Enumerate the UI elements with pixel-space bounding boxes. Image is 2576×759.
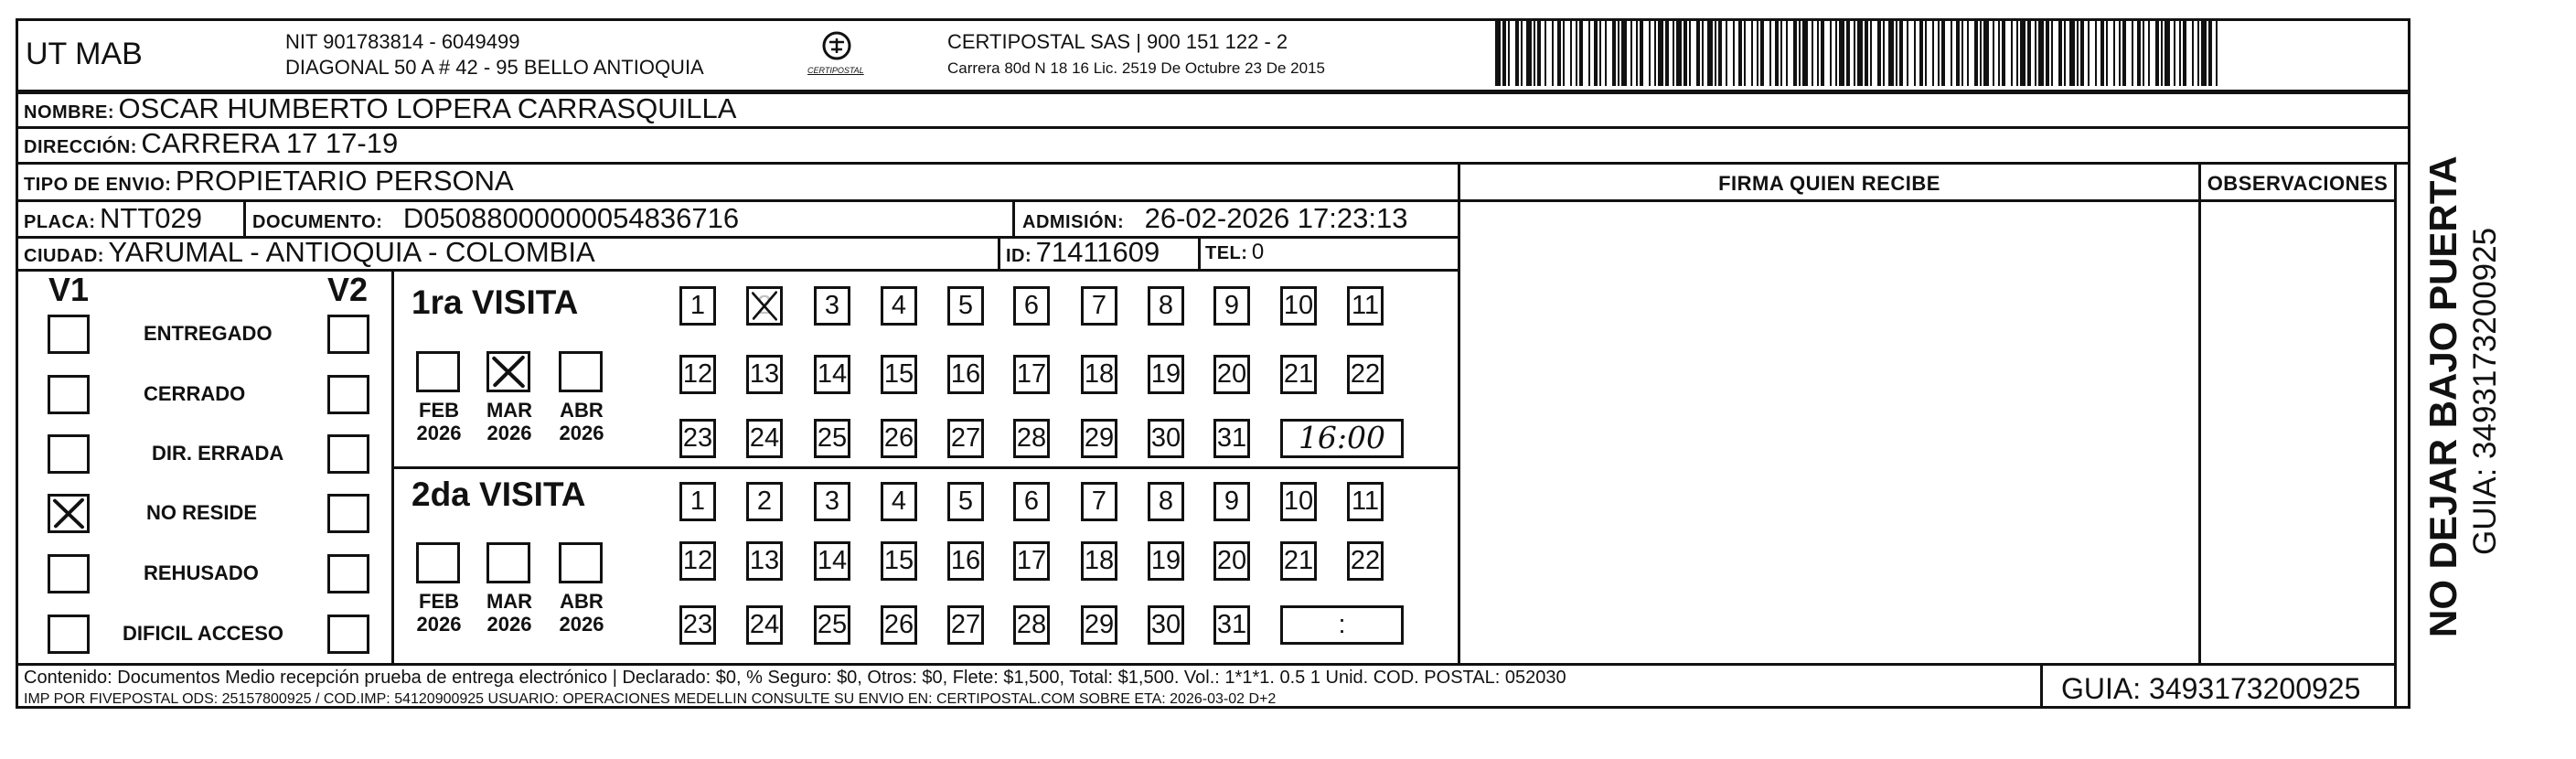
day-number: 2 [756,486,773,516]
day-box[interactable] [679,605,716,645]
day-box[interactable] [1013,355,1050,394]
observations-area[interactable] [2201,202,2394,663]
day-box[interactable] [679,419,716,458]
day-number: 12 [682,546,713,575]
day-box[interactable] [814,605,850,645]
day-number: 12 [682,359,713,389]
day-number: 19 [1150,359,1181,389]
day-box[interactable] [947,419,984,458]
day-number: 4 [891,486,907,516]
type-value: PROPIETARIO PERSONA [175,165,514,197]
day-number: 2 [756,291,773,320]
month-name: FEB [419,590,459,613]
day-box[interactable] [881,482,917,521]
day-box[interactable] [947,482,984,521]
side-guide-number: GUIA: 3493173200925 [2467,227,2503,555]
v2-checkbox[interactable] [327,554,369,593]
day-box[interactable] [746,419,783,458]
day-box[interactable] [814,286,850,326]
day-number: 3 [824,486,840,516]
day-box[interactable] [814,419,850,458]
month-label [482,590,537,636]
no-under-door-warning: NO DEJAR BAJO PUERTA [2421,155,2464,637]
day-box[interactable] [746,286,783,326]
admission-cell [1022,202,1407,241]
day-box[interactable] [947,541,984,581]
day-number: 5 [957,486,974,516]
visit-divider [391,466,1458,469]
day-box[interactable] [1148,355,1184,394]
v1-checkbox[interactable] [48,315,90,354]
plate-divider [243,199,246,236]
day-number: 15 [883,546,914,575]
day-number: 24 [749,423,780,453]
day-number: 1 [689,291,706,320]
month-year: 2026 [559,422,604,444]
month-checkbox-abr[interactable] [559,542,603,583]
tel-label: TEL: [1205,243,1248,263]
visit1-title: 1ra VISITA [412,283,579,321]
type-label: TIPO DE ENVIO: [24,175,172,195]
id-divider [998,236,1000,269]
tel-value: 0 [1251,240,1265,264]
tel-cell [1205,238,1265,270]
day-box[interactable] [1081,605,1117,645]
day-number: 4 [891,291,907,320]
time-value: 16:00 [1298,420,1386,455]
day-box[interactable] [1280,286,1317,326]
admission-divider [1012,199,1015,236]
city-value: YARUMAL - ANTIOQUIA - COLOMBIA [108,236,595,268]
address-value: CARRERA 17 17-19 [141,127,399,159]
day-number: 10 [1283,291,1314,320]
day-number: 23 [682,610,713,639]
v2-checkbox[interactable] [327,494,369,533]
day-box[interactable] [1081,541,1117,581]
day-box[interactable] [679,286,716,326]
document-value: D05088000000054836716 [402,202,740,234]
v2-checkbox[interactable] [327,315,369,354]
day-number: 8 [1158,486,1174,516]
imp-line: IMP POR FIVEPOSTAL ODS: 25157800925 / COD.IMP: 54120900925 USUARIO: OPERACIONES MEDELLIN CONSULTE SU ENVIO EN: CERTIPOSTAL.COM SOBRE ETA: 2026-03-02 D+2 [24,691,1277,707]
month-year: 2026 [416,422,462,444]
day-number: 17 [1016,359,1047,389]
month-name: FEB [419,399,459,422]
month-checkbox-mar[interactable] [486,542,530,583]
type-row [24,165,514,203]
day-number: 10 [1283,486,1314,516]
day-number: 22 [1350,546,1381,575]
month-year: 2026 [416,613,462,636]
month-name: MAR [486,590,533,613]
company-name: UT MAB [26,37,143,71]
day-number: 11 [1351,291,1380,320]
barcode [1495,20,2227,86]
day-number: 13 [749,546,780,575]
time-value: : [1338,610,1346,639]
day-number: 14 [817,359,848,389]
day-number: 7 [1091,291,1107,320]
day-number: 7 [1091,486,1107,516]
day-box[interactable] [746,605,783,645]
day-number: 26 [883,610,914,639]
day-box[interactable] [746,355,783,394]
plate-cell [24,202,202,241]
day-number: 13 [749,359,780,389]
receiver-signature-label: FIRMA QUIEN RECIBE [1718,172,1940,195]
day-number: 18 [1084,359,1115,389]
day-number: 21 [1283,359,1314,389]
day-number: 5 [957,291,974,320]
city-label: CIUDAD: [24,246,104,266]
day-box[interactable] [1013,605,1050,645]
day-number: 23 [682,423,713,453]
day-box[interactable] [881,355,917,394]
v1-checkbox[interactable] [48,615,90,654]
month-checkbox-abr[interactable] [559,351,603,392]
day-box[interactable] [1013,286,1050,326]
time-field[interactable] [1280,605,1404,645]
day-box[interactable] [1347,355,1384,394]
company-nit: NIT 901783814 - 6049499 [285,30,520,53]
month-name: ABR [560,399,604,422]
month-year: 2026 [559,613,604,636]
row-divider [16,663,2394,666]
day-number: 16 [950,359,981,389]
day-number: 19 [1150,546,1181,575]
day-box[interactable] [1213,482,1250,521]
status-option-label: DIR. ERRADA [152,442,284,465]
month-checkbox-feb[interactable] [416,351,460,392]
v2-checkbox[interactable] [327,375,369,414]
admission-label: ADMISIÓN: [1022,212,1125,232]
day-number: 21 [1283,546,1314,575]
day-box[interactable] [679,541,716,581]
day-number: 28 [1016,610,1047,639]
day-number: 14 [817,546,848,575]
id-label: ID: [1006,246,1032,266]
v1-checkbox[interactable] [48,375,90,414]
day-number: 30 [1150,423,1181,453]
month-year: 2026 [486,422,532,444]
day-number: 28 [1016,423,1047,453]
month-name: MAR [486,399,533,422]
status-option-label: DIFICIL ACCESO [123,622,284,645]
day-box[interactable] [1013,419,1050,458]
name-label: NOMBRE: [24,102,115,123]
day-box[interactable] [1213,419,1250,458]
day-box[interactable] [1280,482,1317,521]
day-box[interactable] [679,355,716,394]
day-box[interactable] [1347,541,1384,581]
day-number: 30 [1150,610,1181,639]
month-label [412,399,466,444]
day-number: 27 [950,610,981,639]
day-box[interactable] [814,482,850,521]
day-box[interactable] [881,605,917,645]
day-box[interactable] [947,355,984,394]
day-number: 15 [883,359,914,389]
logo-text: CERTIPOSTAL [807,66,864,75]
day-box[interactable] [1013,541,1050,581]
v1-checkbox[interactable] [48,434,90,474]
day-number: 9 [1224,291,1240,320]
day-number: 24 [749,610,780,639]
v1-checkbox[interactable] [48,494,90,533]
day-number: 20 [1216,546,1247,575]
month-checkbox-mar[interactable] [486,351,530,392]
day-box[interactable] [814,541,850,581]
day-box[interactable] [1148,419,1184,458]
observations-label: OBSERVACIONES [2207,172,2389,195]
footer-guide-divider [2040,663,2043,709]
day-box[interactable] [1148,605,1184,645]
day-box[interactable] [881,419,917,458]
day-number: 25 [817,423,848,453]
day-box[interactable] [1081,482,1117,521]
day-number: 3 [824,291,840,320]
day-number: 6 [1023,291,1040,320]
month-checkbox-feb[interactable] [416,542,460,583]
admission-value: 26-02-2026 17:23:13 [1144,202,1408,234]
v1-label: V1 [48,271,90,308]
day-box[interactable] [746,482,783,521]
day-box[interactable] [1148,541,1184,581]
carrier-name: CERTIPOSTAL SAS | 900 151 122 - 2 [947,30,1288,53]
month-label [412,590,466,636]
day-box[interactable] [1213,355,1250,394]
v1-checkbox[interactable] [48,554,90,593]
day-number: 16 [950,546,981,575]
name-row [24,92,736,131]
day-box[interactable] [881,541,917,581]
status-option-label: ENTREGADO [144,322,273,345]
time-field[interactable] [1280,419,1404,458]
status-option-label: REHUSADO [144,561,259,584]
day-box[interactable] [1081,419,1117,458]
v2-checkbox[interactable] [327,615,369,654]
day-number: 29 [1084,423,1115,453]
carrier-license: Carrera 80d N 18 16 Lic. 2519 De Octubre 23 De 2015 [947,59,1325,77]
day-box[interactable] [1280,541,1317,581]
day-number: 20 [1216,359,1247,389]
address-label: DIRECCIÓN: [24,137,137,157]
name-value: OSCAR HUMBERTO LOPERA CARRASQUILLA [118,92,737,124]
day-number: 11 [1351,486,1380,516]
day-number: 22 [1350,359,1381,389]
day-box[interactable] [1347,482,1384,521]
month-label [554,399,609,444]
day-number: 17 [1016,546,1047,575]
day-box[interactable] [1280,355,1317,394]
day-box[interactable] [1081,355,1117,394]
month-name: ABR [560,590,604,613]
day-number: 27 [950,423,981,453]
day-box[interactable] [814,355,850,394]
day-box[interactable] [746,541,783,581]
address-row [24,127,398,166]
day-number: 29 [1084,610,1115,639]
day-box[interactable] [1213,605,1250,645]
day-number: 8 [1158,291,1174,320]
month-label [482,399,537,444]
footer-guide-number: GUIA: 3493173200925 [2061,672,2361,705]
day-box[interactable] [1013,482,1050,521]
day-number: 26 [883,423,914,453]
id-value: 71411609 [1035,236,1160,268]
day-number: 18 [1084,546,1115,575]
month-year: 2026 [486,613,532,636]
day-box[interactable] [1081,286,1117,326]
day-number: 9 [1224,486,1240,516]
day-box[interactable] [947,286,984,326]
day-number: 31 [1216,423,1247,453]
day-box[interactable] [1347,286,1384,326]
v2-label: V2 [327,271,369,308]
day-box[interactable] [1213,541,1250,581]
city-cell [24,238,595,273]
visit2-title: 2da VISITA [412,476,586,513]
day-number: 31 [1216,610,1247,639]
day-number: 25 [817,610,848,639]
tel-divider [1198,236,1201,269]
day-box[interactable] [1148,286,1184,326]
id-cell [1006,238,1160,273]
day-number: 6 [1023,486,1040,516]
day-number: 1 [689,486,706,516]
day-box[interactable] [679,482,716,521]
month-label [554,590,609,636]
status-option-label: CERRADO [144,382,246,405]
plate-value: NTT029 [100,202,202,234]
company-address: DIAGONAL 50 A # 42 - 95 BELLO ANTIOQUIA [285,56,704,79]
day-box[interactable] [947,605,984,645]
right-inner-border [2394,162,2397,709]
plate-label: PLACA: [24,212,96,232]
day-box[interactable] [1148,482,1184,521]
status-option-label: NO RESIDE [146,501,258,524]
v2-checkbox[interactable] [327,434,369,474]
document-cell [252,202,739,241]
day-box[interactable] [881,286,917,326]
day-box[interactable] [1213,286,1250,326]
document-label: DOCUMENTO: [252,212,383,232]
receiver-signature-area[interactable] [1460,202,2198,663]
content-line: Contenido: Documentos Medio recepción prueba de entrega electrónico | Declarado: $0, % Seguro: $0, Otros: $0, Flete: $1,500, Total: $1,500. Vol.: 1*1*1. 0.5 1 Unid. COD. POSTAL: 052030 [24,668,1566,688]
